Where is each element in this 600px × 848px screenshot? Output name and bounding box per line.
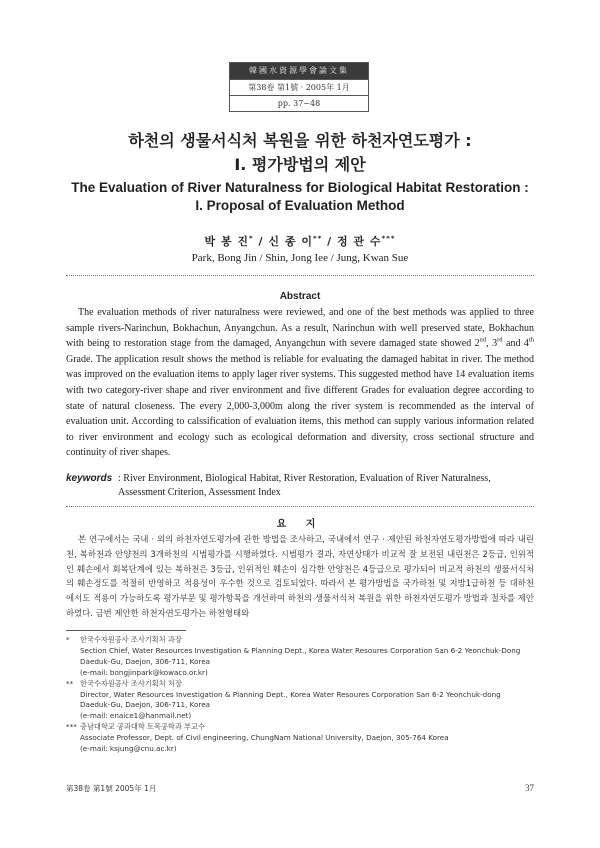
summary-heading: 요 지 [276,519,324,530]
title-korean-line-1: 하천의 생물서식처 복원을 위한 하천자연도평가 : [128,131,472,150]
title-korean-line-2: I. 평가방법의 제안 [234,155,366,174]
author-separator: / [253,235,269,248]
abstract-text: Grade. The application result shows the method is reliable for evaluating the damaged habitat in river. The method was improved on the evaluation items to apply lager river systems. This suggested method have 14 evaluation items with two category-river shape and river environment and five different Grades for evaluation degree according to state of natural closeness. The every 2,000-3,000m along the river system is recommended as the interval of evaluation unit. According to calssification of evaluation items, this method can supply various information related to river environment and ecology such as ecological deformation and diversity, cross sectional structure and continuity of river shapes. [66,353,534,459]
footer-issue: 第38卷 第1號 2005年 1月 [66,784,157,793]
title-english-line-1: The Evaluation of River Naturalness for Biological Habitat Restoration : [71,180,529,195]
footnote-line: 한국수자원공사 조사기획처 처장 [80,678,182,688]
author-separator: / [322,235,337,248]
authors-korean [0,233,600,249]
superscript: th [528,336,534,344]
author-1-mark: * [249,234,254,243]
footnote-mark: *** [66,722,77,732]
page-number: 37 [525,783,534,793]
footnote-1 [66,635,534,679]
footnote-line: Daeduk-Gu, Daejon, 306-711, Korea [80,700,211,710]
abstract-text: , 3 [486,338,498,350]
footnotes [66,635,534,755]
author-3-ko: 정 관 수 [336,235,382,248]
divider-dotted [66,275,534,276]
authors-english: Park, Bong Jin / Shin, Jong Iee / Jung, Kwan Sue [191,252,409,264]
superscript: nd [479,336,487,344]
footnote-3 [66,722,534,755]
footnote-line: Section Chief, Water Resources Investigation & Planning Dept., Korea Water Resoures Corporation San 6-2 Yeonchuk-Dong [80,645,521,655]
footnote-mark: ** [66,678,74,688]
footnote-line: 한국수자원공사 조사기획처 과장 [80,635,182,644]
footnote-line: 충남대학교 공과대학 토목공학과 부교수 [80,722,205,732]
footnote-line: Daeduk-Gu, Daejon, 306-711, Korea [80,656,211,666]
keywords-text: : River Environment, Biological Habitat, River Restoration, Evaluation of River Naturalness, Assessment Criterion, Assessment Index [118,473,491,498]
journal-pages: pp. 37∼48 [277,99,321,108]
journal-info-box [229,62,369,112]
divider-dotted [66,506,534,507]
title-english-line-2: I. Proposal of Evaluation Method [195,198,405,213]
abstract-heading: Abstract [279,291,321,302]
footnote-line: (e-mail: enaice1@hanmail.net) [80,711,192,721]
author-1-ko: 박 봉 진 [204,235,250,248]
keywords [66,472,534,500]
author-2-mark: ** [312,234,323,243]
footnote-mark: * [66,635,70,644]
keywords-label: keywords [66,473,113,484]
author-3-mark: *** [381,234,396,243]
superscript: rd [497,336,503,344]
abstract-body [66,305,534,461]
footnote-line: Director, Water Resources Investigation & Planning Dept., Korea Water Resoures Corporation San 6-2 Yeonchuk-dong [80,689,501,699]
footnote-2 [66,679,534,723]
summary-body: 본 연구에서는 국내 · 외의 하천자연도평가에 관한 방법을 조사하고, 국내에서 연구 · 제안된 하천자연도평가방법에 따라 내린천, 복하천과 안양천의 3개하천의 시범평가를 시행하였다. 시범평가 결과, 자연상태가 비교적 잘 보전된 내린천은 2등급, 인위적인 훼손에서 회복단계에 있는 복하천은 3등급, 인위적인 훼손이 심각한 안양천은 4등급으로 평가되어 비교적 하천의 생물서식처의 훼손정도를 적절히 반영하고 적용성이 우수한 것으로 검토되었다. 따라서 본 평가방법을 국가하천 및 지방1급하천 등 대하천에서도 적용이 가능하도록 평가부문 및 평가항목을 개선하여 하천의 생물서식처 복원을 위한 하천자연도평가 방법과 절차를 제안하였다. 금번 제안한 하천자연도평가는 하천형태와 [66,534,534,618]
author-2-ko: 신 종 이 [268,235,313,248]
abstract-text: The evaluation methods of river naturalness were reviewed, and one of the best methods was applied to three sample rivers-Narinchun, Bokhachun, Anyangchun. As a result, Narinchun with well preserved state, Bokhachun with being to restoration stage from the damaged, Anyangchun with severe damaged state showed 2 [66,307,534,350]
abstract-text: and 4 [502,338,529,350]
footnote-line: (e-mail: bongjinpark@kowaco.or.kr) [80,667,208,677]
footnote-line: Associate Professor, Dept. of Civil engineering, ChungNam National University, Daejon, 305-764 Korea [80,733,449,743]
journal-issue: 第38卷 第1號 · 2005年 1月 [230,80,368,96]
footnote-rule [66,630,186,631]
journal-name: 韓國水資源學會論文集 [230,63,368,80]
footnote-line: (e-mail: ksjung@cnu.ac.kr) [80,744,177,754]
